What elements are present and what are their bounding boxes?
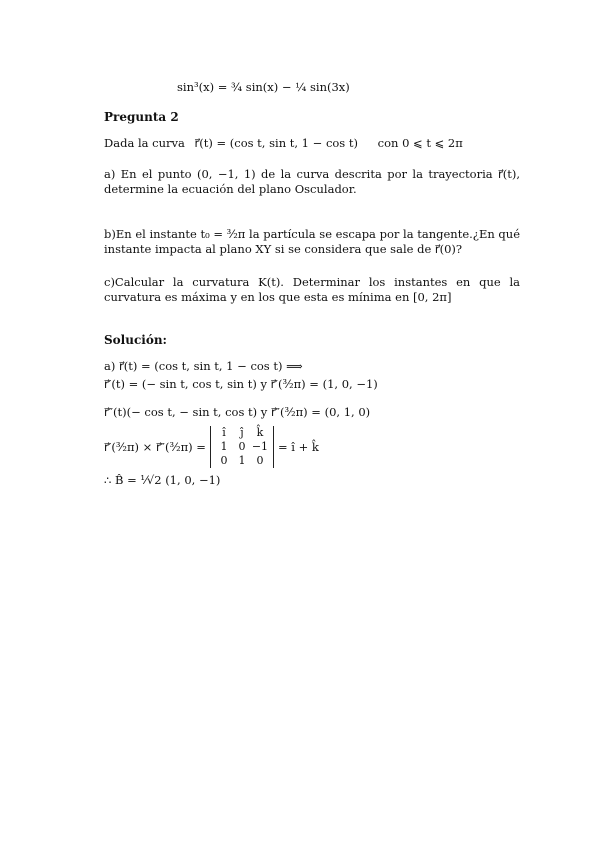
matrix-row-3 (215, 454, 269, 468)
curve-definition (104, 136, 463, 150)
solution-line-1: a) r⃗(t) = (cos t, sin t, 1 − cos t) ⟹ (104, 359, 303, 373)
solution-heading: Solución: (104, 333, 167, 347)
cross-product-result: = î + k̂ (277, 439, 319, 454)
matrix-cell: k̂ (256, 426, 264, 440)
question-part-a: a) En el punto (0, −1, 1) de la curva descrita por la trayectoria r⃗(t), determine la ecuación del plano Osculador. (104, 167, 520, 196)
question-part-c: c)Calcular la curvatura K(t). Determinar los instantes en que la curvatura es máxima y en los que esta es mínima en [0, 2π] (104, 275, 520, 304)
matrix-row-1 (215, 426, 269, 440)
question-part-b: b)En el instante t₀ = ³⁄₂π la partícula se escapa por la tangente.¿En qué instante impacta al plano XY si se considera que sale de r⃗(0)? (104, 227, 520, 256)
solution-line-5: ∴ B̂ = ¹⁄√2 (1, 0, −1) (104, 473, 221, 487)
curve-prefix: Dada la curva (104, 136, 185, 150)
matrix-row-2 (215, 440, 269, 454)
curve-expression: r⃗(t) = (cos t, sin t, 1 − cos t) (194, 136, 358, 150)
matrix-cell: 0 (256, 453, 264, 467)
matrix-cell: ĵ (240, 426, 244, 440)
matrix-cell: 1 (220, 440, 228, 454)
cross-product-row (104, 425, 319, 469)
curve-domain: con 0 ⩽ t ⩽ 2π (377, 136, 463, 150)
top-formula: sin³(x) = ¾ sin(x) − ¼ sin(3x) (177, 80, 350, 94)
solution-line-2: r⃗′(t) = (− sin t, cos t, sin t) y r⃗′(³⁄₂π) = (1, 0, −1) (104, 377, 378, 391)
matrix-cell: î (222, 426, 226, 440)
matrix-cell: −1 (251, 440, 269, 454)
matrix-cell: 0 (238, 440, 246, 454)
matrix-cell: 1 (238, 453, 246, 467)
question-heading: Pregunta 2 (104, 110, 179, 124)
solution-line-3: r⃗″(t)(− cos t, − sin t, cos t) y r⃗″(³⁄₂π) = (0, 1, 0) (104, 405, 371, 419)
matrix-cell: 0 (220, 453, 228, 467)
cross-product-prefix: r⃗′(³⁄₂π) × r⃗″(³⁄₂π) = (104, 439, 206, 454)
determinant-matrix (210, 426, 274, 467)
